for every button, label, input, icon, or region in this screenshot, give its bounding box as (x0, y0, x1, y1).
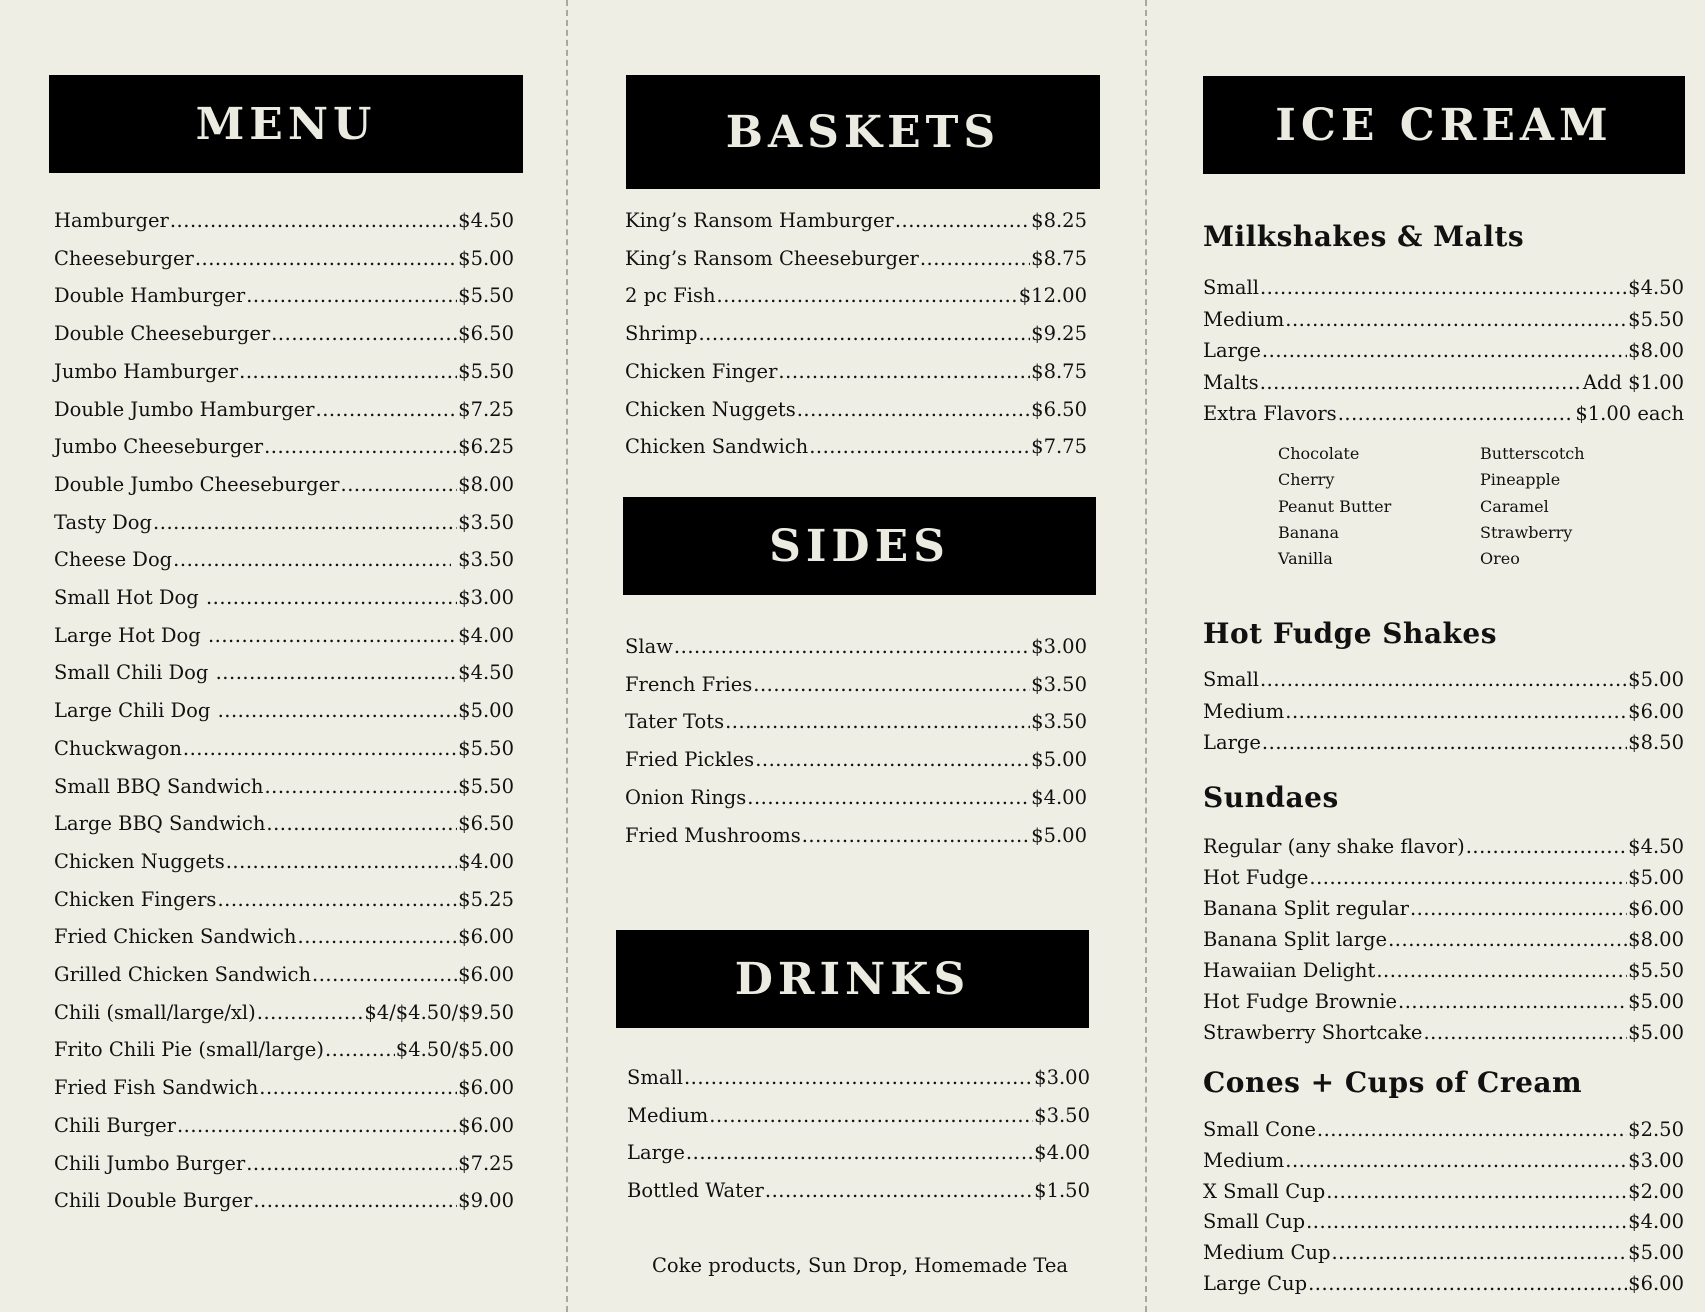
item-price: $9.25 (1031, 322, 1087, 346)
menu-title: MENU (195, 98, 377, 150)
menu-item-row (54, 887, 514, 913)
item-price: $3.50 (451, 548, 514, 572)
item-price: $5.00 (1628, 1021, 1684, 1044)
item-name: Hamburger (54, 209, 169, 232)
menu-item-row (1203, 401, 1684, 427)
menu-item-row (54, 1075, 514, 1101)
dot-leader (797, 397, 1030, 423)
item-name: Chicken Nuggets (54, 849, 225, 873)
flavor-item: Strawberry (1480, 522, 1573, 542)
dot-leader (246, 283, 457, 309)
item-name: Double Cheeseburger (54, 322, 271, 346)
dot-leader (173, 547, 451, 573)
item-price: $3.00 (1034, 1066, 1090, 1089)
item-price: $4.50 (1628, 276, 1684, 299)
dot-leader (709, 1103, 1033, 1129)
dot-leader (208, 623, 457, 649)
item-price: $2.50 (1628, 1118, 1684, 1141)
item-price: $4.50 (458, 661, 514, 685)
menu-item-row (1203, 338, 1684, 364)
dot-leader (316, 397, 458, 423)
item-price: $6.50 (1031, 397, 1087, 421)
flavor-item: Butterscotch (1480, 444, 1585, 463)
item-price: $5.50 (1628, 959, 1684, 982)
menu-item-row (54, 510, 514, 536)
menu-item-row (54, 962, 514, 988)
menu-item-row (54, 472, 514, 498)
dot-leader (717, 283, 1018, 309)
menu-item-row (627, 1103, 1090, 1129)
item-name: Double Jumbo Cheeseburger (54, 472, 340, 496)
item-name: Fried Fish Sandwich (54, 1076, 259, 1100)
menu-item-row (625, 397, 1087, 423)
item-price: $1.50 (1034, 1178, 1090, 1202)
item-price: $5.00 (1628, 668, 1684, 691)
menu-item-row (627, 1178, 1090, 1204)
dot-leader (170, 208, 457, 234)
menu-item-row (54, 359, 514, 385)
item-price: $5.50 (458, 284, 514, 308)
item-price: $3.50 (1031, 672, 1087, 696)
item-price: $6.00 (458, 1076, 514, 1100)
item-price: $4.50/$5.00 (395, 1038, 514, 1062)
dot-leader (206, 585, 457, 611)
dot-leader (341, 472, 458, 498)
menu-item-row (627, 1065, 1090, 1091)
item-name: Large Cup (1203, 1272, 1308, 1295)
cones-heading: Cones + Cups of Cream (1203, 1066, 1583, 1099)
item-name: Chili Double Burger (54, 1189, 253, 1213)
dot-leader (1285, 699, 1627, 725)
item-price: $5.00 (1628, 866, 1684, 889)
baskets-header (626, 75, 1100, 189)
item-price: $7.25 (458, 1151, 514, 1175)
milkshakes-heading: Milkshakes & Malts (1203, 220, 1525, 253)
item-name: Small (627, 1066, 683, 1089)
item-name: Jumbo Hamburger (54, 359, 239, 383)
dot-leader (271, 321, 457, 347)
item-name: Double Jumbo Hamburger (54, 397, 315, 421)
dot-leader (1338, 401, 1575, 427)
flavor-item: Pineapple (1480, 470, 1561, 490)
dot-leader (747, 785, 1030, 811)
flavor-item: Cherry (1278, 470, 1335, 490)
menu-item-row (1203, 1179, 1684, 1205)
dot-leader (778, 359, 1030, 385)
item-name: Chili Burger (54, 1113, 176, 1137)
menu-item-row (1203, 699, 1684, 725)
dot-leader (1331, 1240, 1627, 1266)
menu-item-row (54, 283, 514, 309)
menu-item-row (54, 811, 514, 837)
item-price: $6.00 (1628, 1272, 1684, 1295)
item-name: Small Cup (1203, 1210, 1306, 1234)
dot-leader (1306, 1209, 1627, 1235)
item-name: Small BBQ Sandwich (54, 774, 264, 798)
dot-leader (802, 823, 1030, 849)
dot-leader (1285, 1148, 1627, 1174)
menu-item-row (625, 208, 1087, 234)
dot-leader (1466, 834, 1627, 860)
item-price: $8.50 (1628, 731, 1684, 754)
item-name: Grilled Chicken Sandwich (54, 963, 312, 986)
item-name: Medium (1203, 307, 1285, 331)
item-price: $7.25 (458, 397, 514, 421)
item-price: $6.00 (1628, 897, 1684, 920)
item-price: $4.00 (1034, 1141, 1090, 1164)
item-name: Small Chili Dog (54, 661, 215, 685)
item-name: Banana Split regular (1203, 897, 1409, 920)
item-price: $3.00 (458, 586, 514, 609)
item-name: Medium Cup (1203, 1241, 1331, 1265)
item-price: $3.00 (1031, 635, 1087, 658)
flavor-item: Peanut Butter (1278, 496, 1392, 516)
dot-leader (312, 962, 457, 988)
item-price: $8.00 (1628, 339, 1684, 362)
dot-leader (259, 1075, 457, 1101)
dot-leader (266, 811, 457, 837)
menu-item-row (54, 924, 514, 950)
dot-leader (298, 924, 458, 950)
dot-leader (239, 359, 457, 385)
menu-item-row (1203, 896, 1684, 922)
dot-leader (218, 698, 458, 724)
menu-item-row (54, 660, 514, 686)
menu-item-row (627, 1140, 1090, 1166)
item-name: Cheeseburger (54, 246, 194, 270)
column-divider-left (566, 0, 568, 1312)
item-price: $3.00 (1628, 1148, 1684, 1172)
item-price: $5.50 (458, 736, 514, 760)
dot-leader (253, 1188, 457, 1214)
item-name: French Fries (625, 672, 753, 696)
dot-leader (1317, 1117, 1627, 1143)
menu-item-row (1203, 1148, 1684, 1174)
item-name: Malts (1203, 370, 1259, 394)
hot-fudge-heading: Hot Fudge Shakes (1203, 617, 1497, 650)
menu-item-row (1203, 989, 1684, 1015)
item-price: $5.00 (1031, 823, 1087, 847)
item-name: Fried Mushrooms (625, 823, 801, 847)
menu-item-row (54, 547, 514, 573)
item-price: $4.50 (458, 209, 514, 232)
ice-cream-header (1203, 76, 1685, 174)
item-name: Chicken Nuggets (625, 397, 796, 421)
item-price: $8.75 (1031, 246, 1087, 270)
item-price: $4.50 (1628, 835, 1684, 858)
dot-leader (920, 246, 1030, 272)
dot-leader (698, 321, 1030, 347)
item-price: $9.00 (458, 1189, 514, 1213)
menu-item-row (1203, 865, 1684, 891)
dot-leader (217, 887, 457, 913)
item-name: Chuckwagon (54, 736, 182, 760)
item-name: Large BBQ Sandwich (54, 812, 266, 836)
item-price: $7.75 (1031, 435, 1087, 459)
item-price: $5.00 (1031, 748, 1087, 772)
item-name: Chili Jumbo Burger (54, 1151, 246, 1175)
menu-item-row (1203, 1117, 1684, 1143)
item-name: Cheese Dog (54, 548, 173, 572)
item-price: $2.00 (1628, 1179, 1684, 1203)
menu-item-row (1203, 1209, 1684, 1235)
item-name: Slaw (625, 635, 673, 658)
dot-leader (153, 510, 457, 536)
sides-title: SIDES (769, 520, 950, 572)
item-price: $3.50 (1034, 1103, 1090, 1127)
dot-leader (755, 747, 1030, 773)
item-name: Medium (1203, 699, 1285, 723)
sundaes-heading: Sundaes (1203, 781, 1339, 814)
item-name: Regular (any shake flavor) (1203, 835, 1465, 858)
item-name: King’s Ransom Hamburger (625, 209, 894, 232)
item-name: Fried Chicken Sandwich (54, 925, 297, 949)
item-name: Hot Fudge Brownie (1203, 990, 1397, 1013)
dot-leader (1326, 1179, 1627, 1205)
item-price: $5.00 (458, 246, 514, 270)
dot-leader (1260, 275, 1627, 301)
menu-item-row (1203, 834, 1684, 860)
menu-item-row (54, 1151, 514, 1177)
item-name: Large Hot Dog (54, 623, 207, 647)
item-price: $5.00 (1628, 990, 1684, 1013)
item-price: $1.00 each (1575, 402, 1684, 425)
menu-item-row (1203, 275, 1684, 301)
dot-leader (264, 774, 457, 800)
item-name: Banana Split large (1203, 928, 1388, 951)
dot-leader (1309, 865, 1627, 891)
item-name: Small (1203, 276, 1259, 299)
dot-leader (674, 634, 1030, 660)
menu-item-row (1203, 958, 1684, 984)
menu-item-row (625, 359, 1087, 385)
ice-cream-title: ICE CREAM (1275, 99, 1613, 151)
item-price: $4.00 (458, 623, 514, 647)
menu-item-row (1203, 1240, 1684, 1266)
menu-item-row (54, 1113, 514, 1139)
menu-item-row (625, 321, 1087, 347)
item-price: $8.00 (1628, 928, 1684, 951)
item-price: $4.00 (1031, 785, 1087, 809)
menu-item-row (625, 434, 1087, 460)
item-name: Chili (small/large/xl) (54, 1000, 256, 1024)
item-name: Strawberry Shortcake (1203, 1021, 1423, 1044)
item-price: $8.75 (1031, 359, 1087, 383)
dot-leader (195, 246, 457, 272)
sides-header (623, 497, 1096, 595)
item-name: Small Cone (1203, 1118, 1316, 1141)
item-price: $5.50 (458, 359, 514, 383)
dot-leader (1423, 1020, 1627, 1046)
item-price: $5.25 (458, 887, 514, 911)
item-name: Small (1203, 668, 1259, 691)
item-name: Bottled Water (627, 1178, 764, 1202)
flavor-item: Vanilla (1278, 549, 1333, 569)
dot-leader (1285, 307, 1627, 333)
item-price: $4.00 (458, 849, 514, 873)
item-price: $5.50 (458, 774, 514, 798)
flavor-item: Caramel (1480, 496, 1549, 516)
dot-leader (684, 1065, 1033, 1091)
menu-item-row (54, 1037, 514, 1063)
item-name: 2 pc Fish (625, 284, 716, 308)
item-name: Small Hot Dog (54, 586, 205, 609)
item-price: $6.00 (1628, 699, 1684, 723)
item-name: Shrimp (625, 322, 698, 346)
item-name: Tater Tots (625, 710, 725, 734)
flavor-item: Oreo (1480, 549, 1520, 569)
baskets-title: BASKETS (725, 106, 1001, 158)
dot-leader (177, 1113, 457, 1139)
dot-leader (1308, 1271, 1627, 1297)
dot-leader (1260, 370, 1582, 396)
item-name: Medium (627, 1103, 709, 1127)
menu-item-row (1203, 370, 1684, 396)
menu-item-row (1203, 1271, 1684, 1297)
dot-leader (753, 672, 1030, 698)
dot-leader (895, 208, 1030, 234)
item-price: $6.50 (458, 812, 514, 836)
dot-leader (246, 1151, 457, 1177)
item-price: $5.00 (458, 699, 514, 723)
item-price: $8.25 (1031, 209, 1087, 232)
item-name: Chicken Sandwich (625, 435, 809, 459)
menu-item-row (54, 208, 514, 234)
menu-item-row (1203, 1020, 1684, 1046)
dot-leader (325, 1037, 395, 1063)
item-name: King’s Ransom Cheeseburger (625, 246, 919, 270)
menu-item-row (625, 246, 1087, 272)
dot-leader (1376, 958, 1627, 984)
item-name: Medium (1203, 1148, 1285, 1172)
item-price: $4/$4.50/$9.50 (364, 1000, 514, 1024)
menu-item-row (54, 1000, 514, 1026)
menu-item-row (54, 698, 514, 724)
item-price: $6.00 (458, 1113, 514, 1137)
dot-leader (809, 434, 1030, 460)
item-name: X Small Cup (1203, 1179, 1326, 1203)
item-name: Large (1203, 731, 1261, 754)
dot-leader (1262, 730, 1627, 756)
dot-leader (183, 736, 457, 762)
menu-item-row (625, 785, 1087, 811)
menu-item-row (54, 849, 514, 875)
menu-item-row (54, 397, 514, 423)
dot-leader (1260, 667, 1627, 693)
menu-item-row (54, 585, 514, 611)
menu-item-row (625, 672, 1087, 698)
drinks-title: DRINKS (734, 953, 971, 1005)
item-name: Tasty Dog (54, 510, 153, 534)
menu-item-row (625, 747, 1087, 773)
flavor-item: Chocolate (1278, 444, 1360, 463)
menu-item-row (54, 623, 514, 649)
menu-item-row (1203, 667, 1684, 693)
item-price: $4.00 (1628, 1210, 1684, 1234)
menu-item-row (54, 246, 514, 272)
item-price: $8.00 (458, 472, 514, 496)
flavor-item: Banana (1278, 522, 1339, 542)
dot-leader (226, 849, 457, 875)
dot-leader (1410, 896, 1627, 922)
item-name: Large (627, 1141, 685, 1164)
dot-leader (765, 1178, 1033, 1204)
item-price: $6.00 (458, 925, 514, 949)
drinks-header (616, 930, 1089, 1028)
menu-item-row (1203, 927, 1684, 953)
item-name: Double Hamburger (54, 284, 246, 308)
dot-leader (1262, 338, 1627, 364)
item-price: Add $1.00 (1582, 370, 1684, 394)
dot-leader (216, 660, 458, 686)
item-name: Fried Pickles (625, 748, 755, 772)
menu-item-row (54, 774, 514, 800)
item-price: $12.00 (1018, 284, 1087, 308)
item-name: Chicken Fingers (54, 887, 217, 911)
item-name: Chicken Finger (625, 359, 778, 383)
menu-item-row (625, 634, 1087, 660)
item-name: Large Chili Dog (54, 699, 217, 723)
item-price: $6.50 (458, 322, 514, 346)
drinks-note: Coke products, Sun Drop, Homemade Tea (652, 1254, 1068, 1277)
item-price: $5.50 (1628, 307, 1684, 331)
dot-leader (257, 1000, 364, 1026)
menu-item-row (1203, 307, 1684, 333)
dot-leader (264, 434, 457, 460)
dot-leader (1398, 989, 1627, 1015)
item-name: Onion Rings (625, 785, 747, 809)
menu-item-row (54, 434, 514, 460)
menu-item-row (54, 321, 514, 347)
item-name: Frito Chili Pie (small/large) (54, 1038, 324, 1062)
item-price: $6.25 (458, 435, 514, 459)
dot-leader (1388, 927, 1627, 953)
item-name: Jumbo Cheeseburger (54, 435, 264, 459)
item-price: $3.50 (1031, 710, 1087, 734)
item-name: Extra Flavors (1203, 402, 1337, 425)
item-name: Hot Fudge (1203, 866, 1309, 889)
menu-item-row (1203, 730, 1684, 756)
menu-item-row (625, 823, 1087, 849)
menu-item-row (625, 709, 1087, 735)
item-name: Large (1203, 339, 1261, 362)
dot-leader (725, 709, 1030, 735)
menu-item-row (54, 1188, 514, 1214)
menu-header (49, 75, 523, 173)
column-divider-right (1145, 0, 1147, 1312)
item-name: Hawaiian Delight (1203, 959, 1376, 982)
item-price: $3.50 (458, 510, 514, 534)
menu-item-row (625, 283, 1087, 309)
item-price: $6.00 (458, 963, 514, 986)
dot-leader (686, 1140, 1033, 1166)
item-price: $5.00 (1628, 1241, 1684, 1265)
menu-item-row (54, 736, 514, 762)
